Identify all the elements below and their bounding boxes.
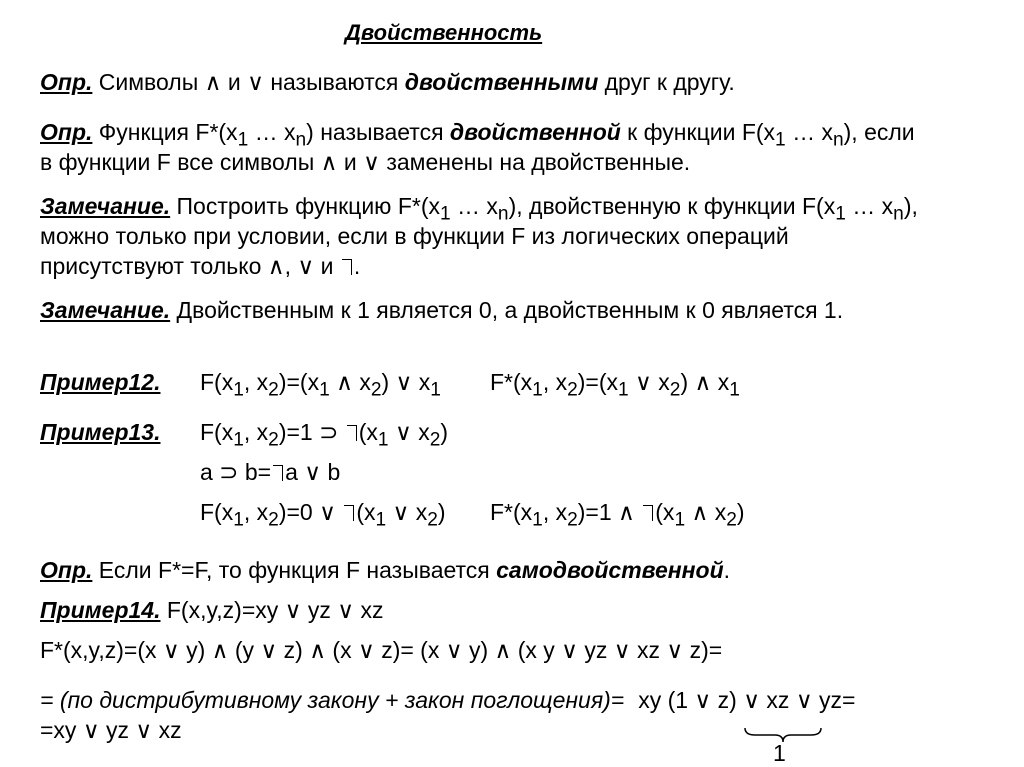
example13-implication: a ⊃ b= a ∨ b [200, 459, 341, 485]
example14-dual-derivation: F*(x,y,z)=(x ∨ y) ∧ (y ∨ z) ∧ (x ∨ z)= (x ∨ y) ∧ (x y ∨ yz ∨ xz ∨ z)= [40, 637, 723, 663]
example14-label: Пример14. [40, 597, 161, 623]
example14-formula: F(x,y,z)=xy ∨ yz ∨ xz [160, 597, 384, 623]
underbrace-value: 1 [773, 740, 786, 766]
negation-icon [347, 425, 357, 441]
definition-dual-function-line2: в функции F все символы ∧ и ∨ заменены на двойственные. [40, 149, 691, 175]
definition-self-dual: Опр. Если F*=F, то функция F называется самодвойственной. [40, 557, 731, 583]
remark-label: Замечание. [40, 193, 171, 219]
example13-dual-formula: $F*(x_1$, $x_2)=1$ ∧ ($x_1$ ∧ $x_2$) [490, 499, 745, 531]
term-self-dual: самодвойственной [496, 557, 724, 583]
term-dual-function: двойственной [449, 119, 621, 145]
page-title: Двойственность [345, 20, 543, 45]
remark-label: Замечание. [40, 297, 171, 323]
example12-formula: $F(x_1$, $x_2)=(x_1$ ∧ $x_2$) ∨ $x_1$ [200, 369, 441, 401]
negation-icon [273, 465, 283, 481]
definition-dual-function: Опр. Функция $F*(x_1$ … $x_n$) называется двойственной к функции $F(x_1$ … $x_n$), если [40, 119, 915, 151]
negation-icon [344, 505, 354, 521]
negation-icon [643, 505, 653, 521]
simplified-expression: xy (1 ∨ z) ∨ xz ∨ yz= [638, 687, 856, 713]
term-dual: двойственными [404, 69, 599, 95]
definition-label: Опр. [40, 69, 93, 95]
example12-dual-formula: $F*(x_1$, $x_2)=(x_1$ ∨ $x_2$) ∧ $x_1$ [490, 369, 740, 401]
example13-formula-rewritten: $F(x_1$, $x_2)=0$ ∨ ($x_1$ ∨ $x_2$) [200, 499, 446, 531]
example13-label: Пример13. [40, 419, 161, 445]
negation-icon [342, 259, 352, 275]
example12-label: Пример12. [40, 369, 161, 395]
example14-simplification [40, 686, 855, 714]
definition-label: Опр. [40, 557, 93, 583]
example14 [40, 596, 383, 624]
remark-construct-line2: можно только при условии, если в функции F из логических операций [40, 223, 789, 249]
example14-result: =xy ∨ yz ∨ xz [40, 717, 182, 743]
definition-label: Опр. [40, 119, 93, 145]
definition-dual-symbols: Опр. Символы ∧ и ∨ называются двойственными друг к другу. [40, 69, 735, 95]
remark-construct-line3: присутствуют только ∧, ∨ и . [40, 253, 361, 279]
example13-formula: $F(x_1$, $x_2)=1$ ⊃ ($x_1$ ∨ $x_2$) [200, 419, 449, 451]
simplification-note: = (по дистрибутивному закону + закон поглощения)= [40, 687, 625, 713]
remark-construct: Замечание. Построить функцию $F*(x_1$ … $x_n$), двойственную к функции $F(x_1$ … $x_n$), [40, 193, 918, 225]
remark-dual-constants: Замечание. Двойственным к 1 является 0, а двойственным к 0 является 1. [40, 297, 844, 323]
